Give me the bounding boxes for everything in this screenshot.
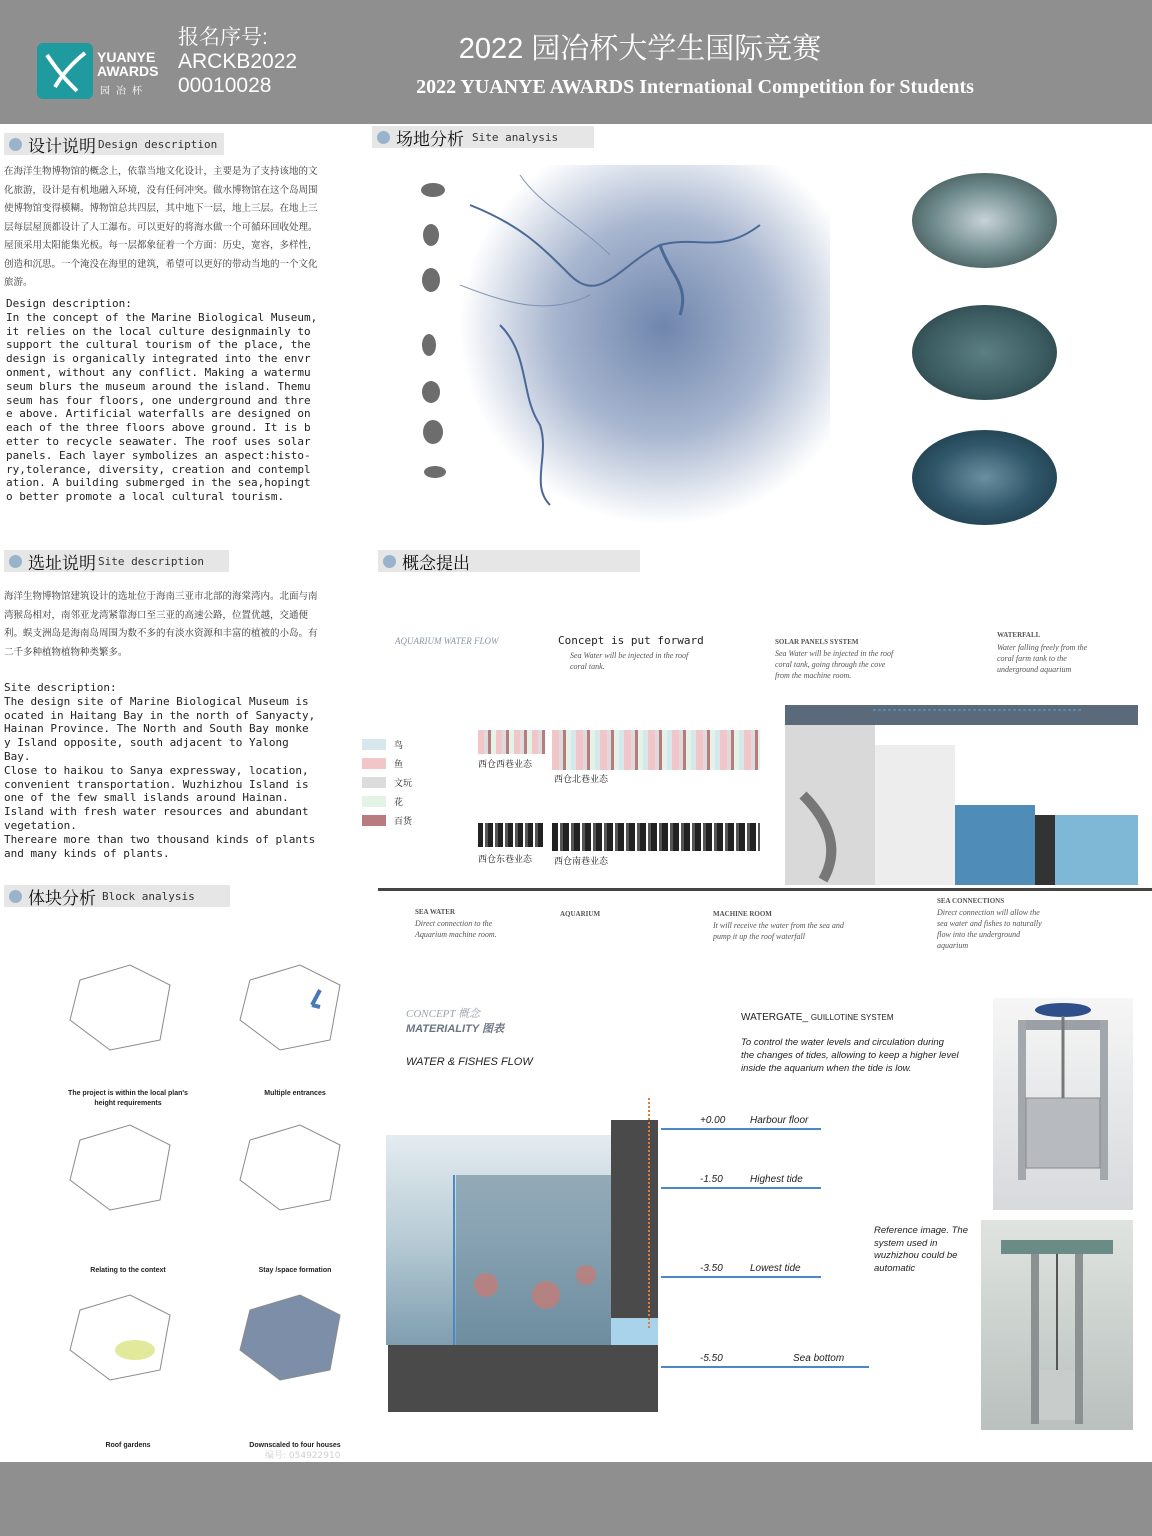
legend-label: 花 [394, 797, 404, 807]
level-value: -1.50 [700, 1174, 723, 1185]
bird-icon [421, 183, 445, 197]
site-heading-en: Site description [98, 554, 204, 568]
foundation [388, 1345, 658, 1412]
watergate-photo-2 [981, 1220, 1133, 1430]
block-diagrams [50, 950, 380, 1440]
legend-label: 鸟 [394, 740, 404, 750]
bullet-icon [9, 555, 22, 568]
page-title-en: 2022 YUANYE AWARDS International Competition for Students [416, 76, 974, 98]
registration-number [178, 26, 297, 98]
strip-north [552, 730, 760, 770]
legend-swatch [362, 815, 386, 826]
block-diagram-1 [70, 965, 170, 1050]
legend-swatch [362, 758, 386, 769]
block-caption-1: The project is within the local plan's height requirements [68, 1090, 188, 1107]
waterfall-note: Water falling freely from the coral farm tank to the underground aquarium [997, 643, 1088, 674]
aerial-photo-1 [912, 173, 1057, 268]
level-value: -5.50 [700, 1353, 723, 1364]
flow-label: WATER & FISHES FLOW [406, 1056, 533, 1068]
flow-note: Sea Water will be injected in the roof coral tank. [570, 651, 689, 671]
site-body-en: Site description: The design site of Marine Biological Museum is ocated in Haitang Bay in the north of Sanyacty, Hainan Province. The North and South Bay monke y Island opposite, south adjacent to Yalong Bay. Close to haikou to Sanya expressway, location, convenient transportation. Wuzhizhou Island is one of the few small islands around Hainan. Island with fresh water resources and abundant vegetation. Thereare more than two thousand kinds of plants and many kinds of plants. [4, 681, 316, 860]
solar-title: SOLAR PANELS SYSTEM [775, 638, 859, 646]
legend-item [362, 811, 412, 830]
aquarium-flow-label: AQUARIUM WATER FLOW [395, 636, 499, 646]
bullet-icon [9, 890, 22, 903]
site-analysis-heading-cn: 场地分析 [396, 129, 464, 150]
legend-item [362, 773, 412, 792]
strip-east-label: 西仓东巷业态 [478, 854, 533, 864]
reference-text: Reference image. The system used in wuzhizhou could be automatic [874, 1225, 968, 1274]
block-diagram-5 [70, 1295, 170, 1380]
block-diagram-2 [240, 965, 340, 1050]
design-body-cn: 在海洋生物博物馆的概念上，依靠当地文化设计，主要是为了支持该地的文化旅游，设计是有机地融入环境，没有任何冲突。做水博物馆在这个岛周围使博物馆变得模糊。博物馆总共四层，其中地下一层，地上三层。在地上三层每层屋顶都设计了人工瀑布。可以更好的将海水做一个可循环回收处理。屋顶采用太阳能集光板。每一层都象征着一个方面：历史，宽容，多样性，创造和沉思。一个淹没在海里的建筑，希望可以更好的带动当地的一个文化旅游。 [4, 166, 318, 288]
bird-icon [422, 334, 436, 356]
waterfall-title: WATERFALL [997, 631, 1041, 639]
legend [362, 735, 412, 830]
reg-number-1: ARCKB2022 [178, 50, 298, 73]
logo-cn-text: 园冶杯 [100, 86, 148, 97]
ground-line [378, 888, 1152, 891]
legend-swatch [362, 739, 386, 750]
watergate-title [741, 1012, 894, 1023]
site-analysis-heading [372, 126, 594, 148]
watergate-title-main: WATERGATE_ [741, 1012, 809, 1023]
bird-icon [424, 466, 446, 478]
level-value: +0.00 [700, 1115, 726, 1126]
level-line [661, 1276, 821, 1278]
strip-west [478, 730, 545, 754]
legend-swatch [362, 777, 386, 788]
block-caption-6: Downscaled to four houses [249, 1442, 341, 1449]
concept-heading [378, 550, 640, 572]
watergate-text: To control the water levels and circulation during the changes of tides, allowing to keep a higher level inside the aquarium when the tide is low. [741, 1037, 959, 1074]
level-line [661, 1187, 821, 1189]
aerial-photo-3 [912, 430, 1057, 525]
site-heading [4, 550, 229, 572]
block-heading-en: Block analysis [102, 889, 195, 903]
design-heading [4, 133, 224, 155]
concept-heading-cn: 概念提出 [402, 553, 470, 574]
site-body-cn: 海洋生物博物馆建筑设计的选址位于海南三亚市北部的海棠湾内。北面与南湾猴岛相对，南邻亚龙湾紧靠海口至三亚的高速公路，位置优越，交通便利。蜈支洲岛是海南岛周围为数不多的有淡水资源和丰富的植被的小岛。有二千多种植物植物种类繁多。 [4, 591, 318, 658]
bird-icon [422, 381, 440, 403]
legend-item [362, 792, 412, 811]
design-heading-cn: 设计说明 [28, 136, 96, 157]
bullet-icon [383, 555, 396, 568]
level-label: Lowest tide [750, 1263, 801, 1274]
legend-swatch [362, 796, 386, 807]
design-body-en: Design description: In the concept of the Marine Biological Museum, it relies on the local culture designmainly to support the cultural tourism of the place, the design is organically integrated into the envr onment, without any conflict. Making a watermu seum blurs the museum around the island. Themu seum has four floors, one underground and thre e above. Artificial waterfalls are designed on each of the three floors above ground. It is b etter to recycle seawater. The roof uses solar panels. Each layer symbolizes an aspect:histo- ry,tolerance, diversity, creation and contempl ation. A building submerged in the sea,hopingt o better promote a local cultural tourism. [6, 297, 318, 504]
bird-icon [422, 268, 440, 292]
block-diagram-3 [70, 1125, 170, 1210]
strip-south-label: 西仓南巷业态 [554, 856, 609, 866]
legend-label: 鱼 [394, 759, 404, 769]
materiality-label: MATERIALITY 图表 [406, 1023, 504, 1035]
legend-label: 百货 [394, 816, 413, 826]
note-sea-water: SEA WATER Direct connection to the Aquarium machine room. [415, 908, 497, 939]
reg-label: 报名序号: [178, 26, 268, 49]
strip-south [552, 823, 760, 851]
concept-put-forward: Concept is put forward [558, 634, 704, 647]
level-label: Harbour floor [750, 1115, 809, 1126]
bird-illustrations [415, 170, 451, 490]
solar-note: Sea Water will be injected in the roof coral tank, going through the cove from the machine room. [775, 649, 894, 680]
block-caption-2: Multiple entrances [264, 1090, 326, 1097]
reg-number-2: 00010028 [178, 74, 272, 97]
block-heading [4, 885, 230, 907]
note-aquarium: AQUARIUM [560, 910, 601, 918]
strip-west-label: 西仓西巷业态 [478, 759, 533, 769]
block-caption-5: Roof gardens [105, 1442, 151, 1449]
note-machine-room: MACHINE ROOM It will receive the water from the sea and pump it up the roof waterfall [713, 910, 844, 941]
watergate-photo-1 [993, 998, 1133, 1210]
site-analysis-heading-en: Site analysis [472, 130, 559, 144]
logo-text: YUANYE AWARDS [97, 49, 159, 79]
bullet-icon [9, 138, 22, 151]
aquarium-image [386, 1135, 611, 1345]
level-value: -3.50 [700, 1263, 723, 1274]
bullet-icon [377, 131, 390, 144]
concept-label: CONCEPT 概念 [406, 1008, 481, 1020]
site-map [460, 165, 830, 525]
watergate-title-sub: GUILLOTINE SYSTEM [810, 1013, 894, 1022]
legend-item [362, 735, 412, 754]
legend-item [362, 754, 412, 773]
footer-bar [0, 1462, 1152, 1536]
block-diagram-6 [240, 1295, 340, 1380]
logo-icon [37, 43, 93, 99]
bird-icon [423, 420, 443, 444]
legend-label: 文玩 [394, 778, 413, 788]
block-caption-3: Relating to the context [90, 1267, 166, 1274]
design-heading-en: Design description [98, 137, 218, 151]
block-diagram-4 [240, 1125, 340, 1210]
bird-icon [423, 224, 439, 246]
level-line [661, 1366, 869, 1368]
note-sea-connections: SEA CONNECTIONS Direct connection will allow the sea water and fishes to naturally flow into the underground aquarium [937, 897, 1042, 950]
strip-east [478, 823, 545, 847]
aerial-photo-2 [912, 305, 1057, 400]
level-line [661, 1128, 821, 1130]
level-label: Sea bottom [793, 1353, 845, 1364]
strip-north-label: 西仓北巷业态 [554, 774, 609, 784]
dotted-line [648, 1098, 652, 1328]
level-label: Highest tide [750, 1174, 803, 1185]
section-drawing [783, 705, 1138, 887]
site-heading-cn: 选址说明 [28, 553, 96, 574]
watermark: 编号: 054922910 [265, 1451, 341, 1461]
block-heading-cn: 体块分析 [28, 888, 96, 909]
block-caption-4: Stay /space formation [258, 1267, 332, 1274]
page-title-cn: 2022 园冶杯大学生国际竞赛 [458, 33, 822, 65]
